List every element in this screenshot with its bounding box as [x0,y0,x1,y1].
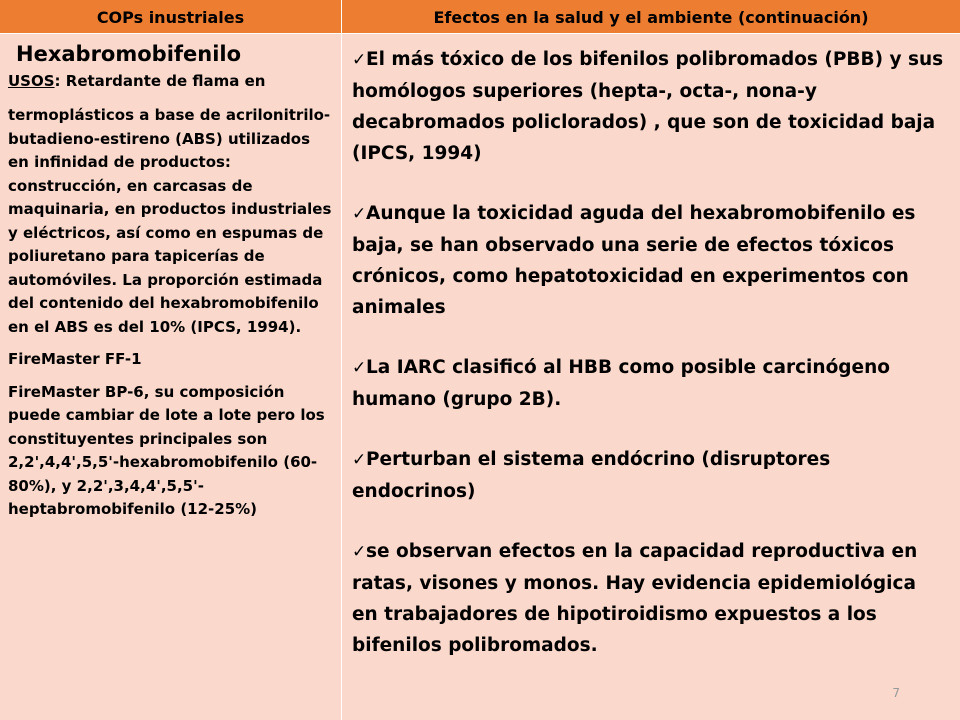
effect-bullet [352,352,946,415]
uses-column [0,34,341,720]
checkmark-icon: ✓ [352,450,367,470]
uses-line [8,72,333,90]
effect-text: El más tóxico de los bifenilos polibromados (PBB) y sus homólogos superiores (hepta-, octa-, nona-y decabromados policlorados) , que son de toxicidad baja (IPCS, 1994) [352,49,944,164]
checkmark-icon: ✓ [352,204,367,224]
page-number: 7 [892,686,900,700]
effect-bullet [352,444,946,507]
effects-column [341,34,960,720]
uses-text: : Retardante de flama en [54,72,266,90]
table-body-row [0,34,960,720]
effect-bullet [352,536,946,661]
uses-label: USOS [8,72,55,90]
effect-bullet [352,198,946,323]
effect-bullet [352,44,946,169]
effect-text: Aunque la toxicidad aguda del hexabromobifenilo es baja, se han observado una serie de efectos tóxicos crónicos, como hepatotoxicidad en experimentos con animales [352,203,916,318]
effect-text: se observan efectos en la capacidad reproductiva en ratas, visones y monos. Hay evidencia epidemiológica en trabajadores de hipotiroidismo expuestos a los bifenilos polibromados. [352,541,918,656]
checkmark-icon: ✓ [352,542,367,562]
compound-title: Hexabromobifenilo [16,42,242,66]
firemaster-bp6: FireMaster BP-6, su composición puede cambiar de lote a lote pero los constituyentes principales son 2,2',4,4',5,5'-hexabromobifenilo (60-80%), y 2,2',3,4,4',5,5'-heptabromobifenilo (12-25%) [8,382,325,518]
checkmark-icon: ✓ [352,358,367,378]
effect-text: Perturban el sistema endócrino (disruptores endocrinos) [352,449,831,502]
effect-text: La IARC clasificó al HBB como posible carcinógeno humano (grupo 2B). [352,357,890,410]
header-cops: COPs inustriales [96,7,245,27]
checkmark-icon: ✓ [352,50,367,70]
header-effects: Efectos en la salud y el ambiente (continuación) [341,0,960,34]
uses-description: termoplásticos a base de acrilonitrilo-butadieno-estireno (ABS) utilizados en infinidad de productos: construcción, en carcasas de maquinaria, en productos industriales y eléctricos, así como en espumas de poliuretano para tapicerías de automóviles. La proporción estimada del contenido del hexabromobifenilo en el ABS es del 10% (IPCS, 1994). [8,106,332,336]
table-header [0,0,960,34]
firemaster-ff1: FireMaster FF-1 [8,350,142,368]
